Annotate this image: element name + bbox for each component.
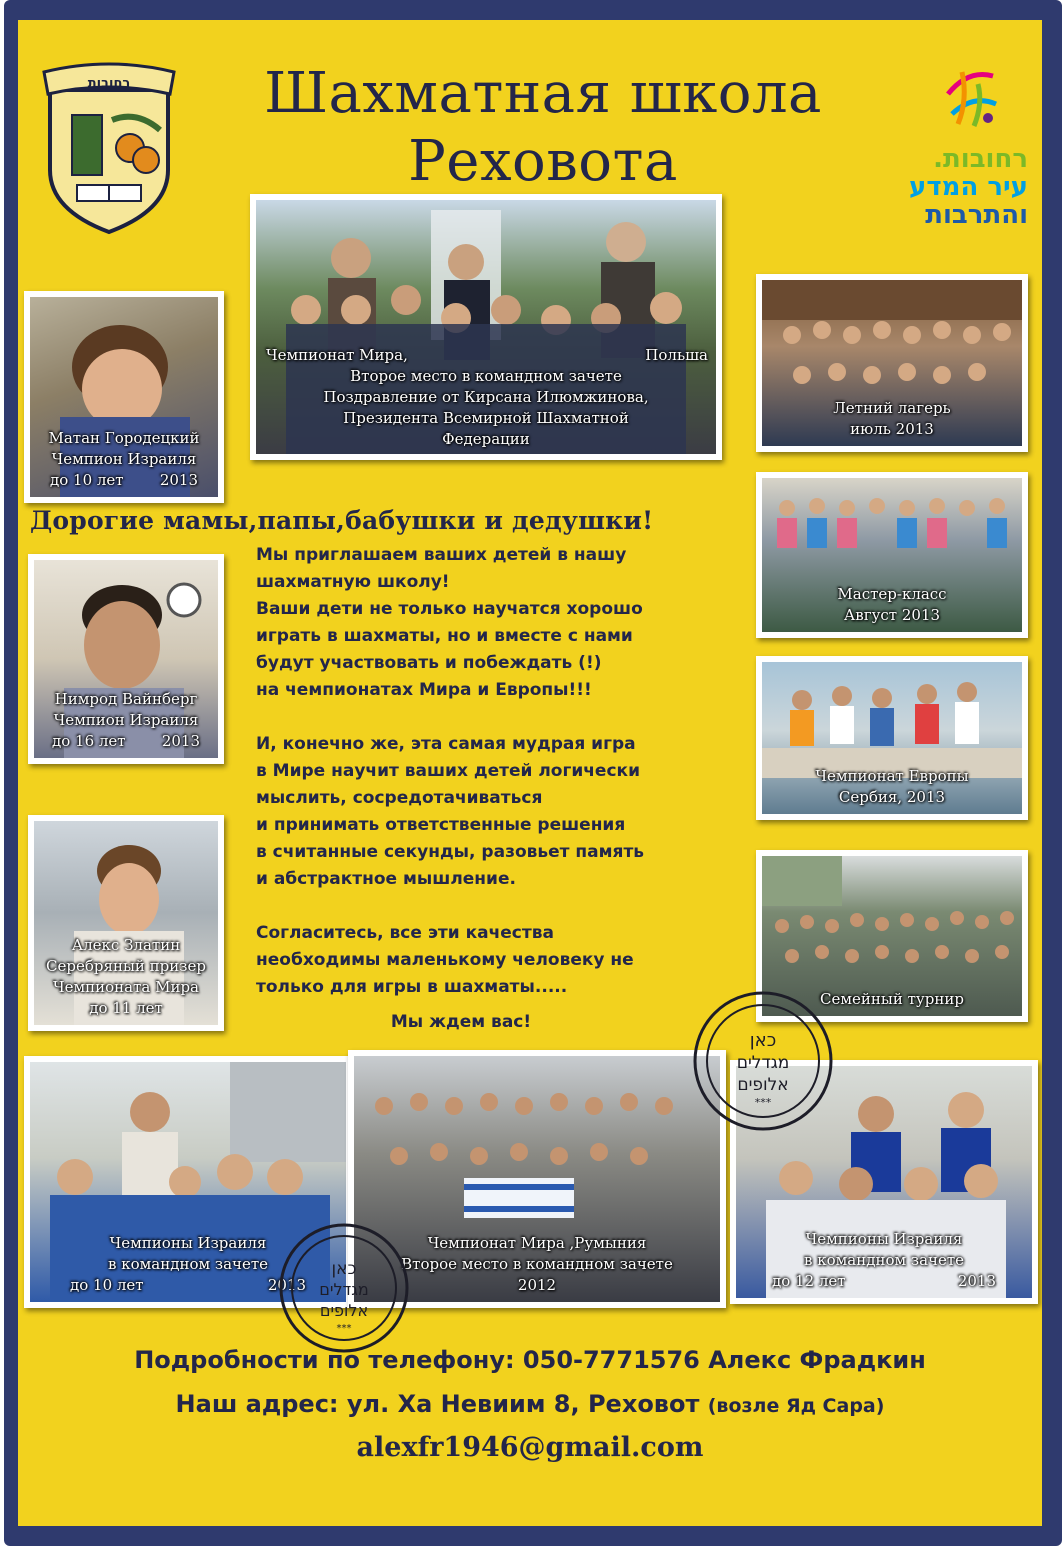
caption-team12-l1: Чемпионы Израиля — [805, 1230, 963, 1248]
caption-team10-l2: в командном зачете — [107, 1255, 269, 1273]
caption-world-poland-l3: Второе место в командном зачете — [350, 367, 622, 385]
caption-nimrod-l1: Нимрод Вайнберг — [54, 690, 198, 708]
champions-stamp-top — [688, 986, 838, 1136]
caption-master-l1: Мастер-класс — [837, 585, 947, 603]
body-p1-l6: на чемпионатах Мира и Европы!!! — [256, 680, 592, 700]
svg-text:אלופים: אלופים — [737, 1075, 789, 1095]
body-p3-l1: Согласитесь, все эти качества — [256, 923, 554, 943]
caption-team10-l3: до 10 лет — [70, 1276, 144, 1294]
rehovot-city-logo — [788, 60, 1038, 230]
body-p2-l3: мыслить, сосредотачиваться — [256, 788, 543, 808]
svg-text:מגדלים: מגדלים — [319, 1280, 369, 1299]
contact-address — [18, 1390, 1042, 1418]
greeting-heading: Дорогие мамы,папы,бабушки и дедушки! — [30, 506, 654, 535]
caption-world-poland-l1: Чемпионат Мира, — [266, 346, 408, 364]
city-logo-line-3: והתרבות — [925, 200, 1028, 230]
body-closing: Мы ждем вас! — [390, 1012, 532, 1032]
body-p1-l1: Мы приглашаем ваших детей в нашу — [256, 545, 627, 565]
svg-text:רחובות: רחובות — [87, 76, 131, 91]
caption-team12-l3: до 12 лет — [772, 1272, 846, 1290]
title-line-2: Реховота — [408, 129, 678, 194]
caption-romania-l1: Чемпионат Мира ,Румыния — [427, 1234, 647, 1252]
photo-nimrod-weinberg — [28, 554, 224, 764]
photo-matan-gorodetsky — [24, 291, 224, 503]
svg-text:כאן: כאן — [331, 1259, 357, 1279]
contact-phone: Подробности по телефону: 050-7771576 Алекс Фрадкин — [134, 1346, 926, 1374]
svg-text:מגדלים: מגדלים — [736, 1053, 790, 1073]
body-p2-l6: и абстрактное мышление. — [256, 869, 516, 889]
city-logo-line-1: רחובות. — [933, 144, 1028, 174]
caption-family-l1: Семейный турнир — [820, 990, 964, 1008]
photo-europe-championship — [756, 656, 1028, 820]
flyer-page — [18, 20, 1042, 1526]
caption-romania-l2: Второе место в командном зачете — [401, 1255, 673, 1273]
body-p2-l2: в Мире научит ваших детей логически — [256, 761, 640, 781]
caption-team12-l2: в командном зачете — [803, 1251, 965, 1269]
body-p3-l3: только для игры в шахматы..... — [256, 977, 568, 997]
caption-matan-l2: Чемпион Израиля — [51, 450, 197, 468]
body-p2-l1: И, конечно же, эта самая мудрая игра — [256, 734, 636, 754]
caption-summer-l1: Летний лагерь — [833, 399, 951, 417]
caption-team10-l4: 2013 — [267, 1276, 306, 1294]
caption-alex-l4: до 11 лет — [89, 999, 163, 1017]
caption-matan-l4: 2013 — [159, 471, 198, 489]
svg-text:***: *** — [336, 1323, 352, 1334]
city-emblem-icon — [938, 64, 1004, 130]
svg-text:כאן: כאן — [749, 1030, 777, 1051]
caption-world-poland-l2: Польша — [645, 346, 708, 364]
caption-nimrod-l4: 2013 — [161, 732, 200, 750]
champions-stamp-bottom — [274, 1218, 414, 1358]
photo-world-championship-poland — [250, 194, 722, 460]
invitation-text — [256, 542, 756, 1036]
body-p2-l5: в считанные секунды, разовьет память — [256, 842, 645, 862]
photo-master-class — [756, 472, 1028, 638]
caption-matan-l1: Матан Городецкий — [48, 429, 200, 447]
caption-team12-l4: 2013 — [957, 1272, 996, 1290]
caption-matan-l3: до 10 лет — [50, 471, 124, 489]
body-p1-l2: шахматную школу! — [256, 572, 450, 592]
caption-team10-l1: Чемпионы Израиля — [109, 1234, 267, 1252]
caption-nimrod-l2: Чемпион Израиля — [53, 711, 199, 729]
city-logo-line-2: עיר המדע — [909, 172, 1028, 202]
contact-address-note: (возле Яд Сара) — [707, 1395, 885, 1417]
caption-nimrod-l3: до 16 лет — [52, 732, 126, 750]
caption-alex-l2: Серебряный призер — [46, 957, 206, 975]
caption-alex-l1: Алекс Златин — [71, 936, 181, 954]
caption-world-poland-l5: Президента Всемирной Шахматной — [343, 409, 629, 427]
body-p1-l4: играть в шахматы, но и вместе с нами — [256, 626, 633, 646]
caption-europe-l2: Сербия, 2013 — [838, 788, 946, 806]
svg-text:אלופים: אלופים — [319, 1301, 369, 1320]
body-p1-l3: Ваши дети не только научатся хорошо — [256, 599, 643, 619]
body-p3-l2: необходимы маленькому человеку не — [256, 950, 634, 970]
body-p1-l5: будут участвовать и побеждать (!) — [256, 653, 602, 673]
contact-address-main: Наш адрес: ул. Ха Невиим 8, Реховот — [175, 1390, 700, 1418]
caption-world-poland-l6: Федерации — [442, 430, 530, 448]
caption-world-poland-l4: Поздравление от Кирсана Илюмжинова, — [323, 388, 649, 406]
svg-text:***: *** — [754, 1096, 772, 1109]
caption-summer-l2: июль 2013 — [850, 420, 934, 438]
body-p2-l4: и принимать ответственные решения — [256, 815, 626, 835]
photo-summer-camp — [756, 274, 1028, 452]
caption-master-l2: Август 2013 — [843, 606, 941, 624]
rehovot-crest-logo — [42, 60, 176, 236]
caption-europe-l1: Чемпионат Европы — [815, 767, 969, 785]
caption-alex-l3: Чемпионата Мира — [52, 978, 199, 996]
contact-email[interactable]: alexfr1946@gmail.com — [356, 1432, 704, 1463]
photo-alex-zlatin — [28, 815, 224, 1031]
caption-romania-l3: 2012 — [517, 1276, 557, 1294]
title-line-1: Шахматная школа — [264, 61, 822, 126]
